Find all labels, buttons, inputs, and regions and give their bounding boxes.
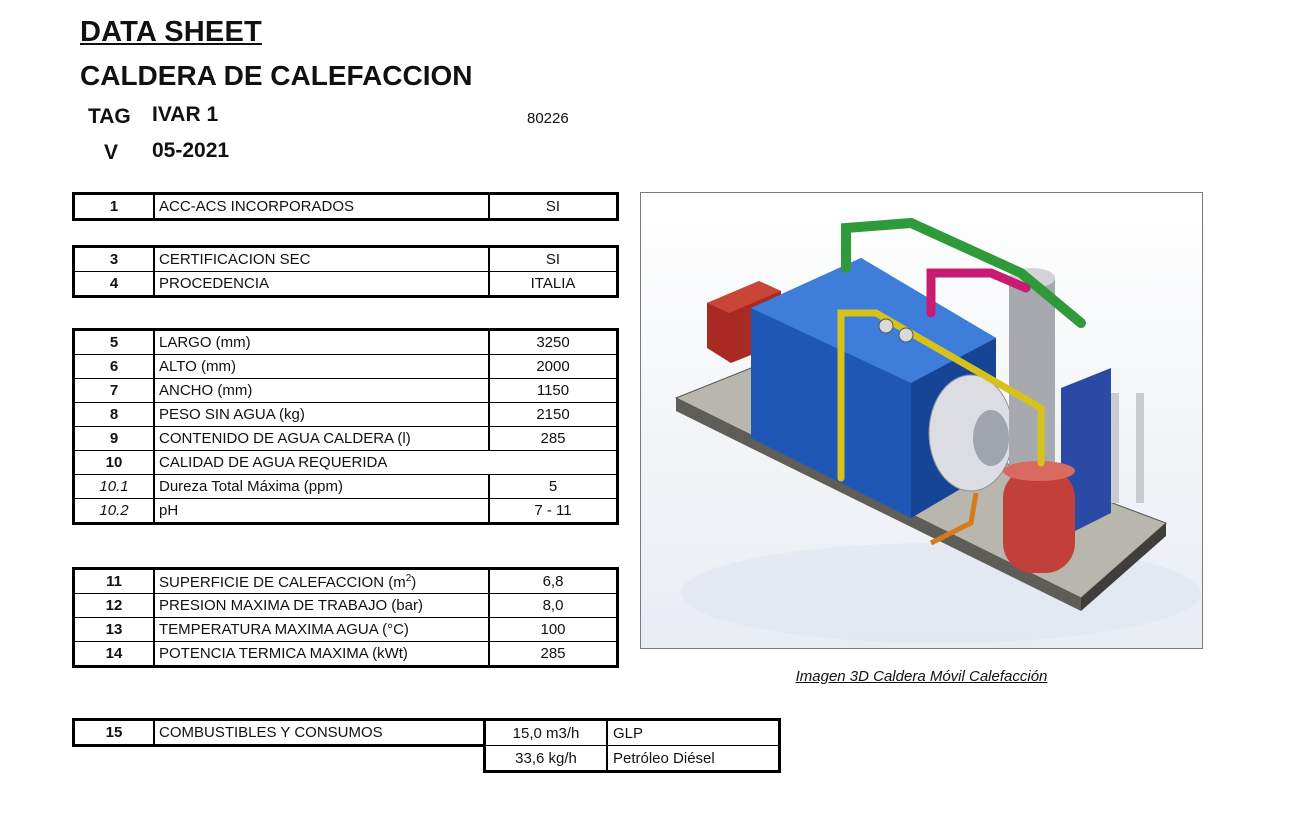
row-description: pH [154,499,489,524]
version-value: 05-2021 [152,139,230,162]
row-number: 1 [74,194,155,220]
table-row [74,379,618,403]
row-value: ITALIA [489,272,618,297]
table-row [74,720,485,746]
row-description-text: SUPERFICIE DE CALEFACCION (m [159,573,406,591]
row-number: 13 [74,618,155,642]
table-row [74,475,618,499]
row-value: 7 - 11 [489,499,618,524]
row-value: 285 [489,427,618,451]
table-row [74,403,618,427]
row-number: 4 [74,272,155,297]
row-number: 10 [74,451,155,475]
row-value: 5 [489,475,618,499]
spec-table-general [72,192,619,221]
image-caption: Imagen 3D Caldera Móvil Calefacción [795,668,1048,685]
row-number: 6 [74,355,155,379]
table-row [74,618,618,642]
table-row [74,569,618,594]
table-row [485,720,780,746]
spec-table-origin [72,245,619,298]
row-number: 14 [74,642,155,667]
table-row [74,451,618,475]
row-number: 10.2 [74,499,155,524]
row-description: CONTENIDO DE AGUA CALDERA (l) [154,427,489,451]
row-value: 1150 [489,379,618,403]
spec-table-dimensions [72,328,619,525]
row-number: 7 [74,379,155,403]
table-row [74,272,618,297]
row-number: 8 [74,403,155,427]
fuel-type: GLP [607,720,780,746]
page-title: DATA SHEET [80,16,262,48]
row-description: COMBUSTIBLES Y CONSUMOS [154,720,485,746]
boiler-3d-image [640,192,1203,649]
row-value: 2000 [489,355,618,379]
row-number: 11 [74,569,155,594]
table-row [74,355,618,379]
row-number: 12 [74,594,155,618]
fuel-quantity: 15,0 m3/h [485,720,608,746]
row-description: ANCHO (mm) [154,379,489,403]
table-row [74,330,618,355]
table-row [74,247,618,272]
page-subtitle: CALDERA DE CALEFACCION [80,60,473,91]
row-description: POTENCIA TERMICA MAXIMA (kWt) [154,642,489,667]
fuel-quantity: 33,6 kg/h [485,746,608,772]
version-label: V [104,141,119,164]
row-number: 5 [74,330,155,355]
tag-label: TAG [88,105,131,128]
row-description: PESO SIN AGUA (kg) [154,403,489,427]
row-description: LARGO (mm) [154,330,489,355]
row-value [489,451,618,475]
fuel-consumption-table [483,718,781,773]
row-number: 9 [74,427,155,451]
document-number: 80226 [527,110,569,127]
table-row [485,746,780,772]
row-value: 3250 [489,330,618,355]
table-row [74,194,618,220]
fuel-type: Petróleo Diésel [607,746,780,772]
row-number: 3 [74,247,155,272]
table-row [74,594,618,618]
row-description: CALIDAD DE AGUA REQUERIDA [154,451,489,475]
row-description: ACC-ACS INCORPORADOS [154,194,489,220]
table-row [74,642,618,667]
table-row [74,427,618,451]
row-value: 6,8 [489,569,618,594]
row-value: SI [489,194,618,220]
row-number: 15 [74,720,155,746]
tag-value: IVAR 1 [152,103,219,126]
row-number: 10.1 [74,475,155,499]
row-description [154,569,489,594]
row-description: CERTIFICACION SEC [154,247,489,272]
row-value: 100 [489,618,618,642]
row-description: ALTO (mm) [154,355,489,379]
row-description: PRESION MAXIMA DE TRABAJO (bar) [154,594,489,618]
row-description: TEMPERATURA MAXIMA AGUA (°C) [154,618,489,642]
spec-table-fuel-label [72,718,486,747]
row-description: PROCEDENCIA [154,272,489,297]
spec-table-performance [72,567,619,668]
table-row [74,499,618,524]
row-value: 8,0 [489,594,618,618]
boiler-illustration [641,193,1202,648]
row-value: 2150 [489,403,618,427]
row-description: Dureza Total Máxima (ppm) [154,475,489,499]
row-value: SI [489,247,618,272]
row-description-suffix: ) [411,573,417,591]
superscript: 2 [405,572,412,584]
row-value: 285 [489,642,618,667]
